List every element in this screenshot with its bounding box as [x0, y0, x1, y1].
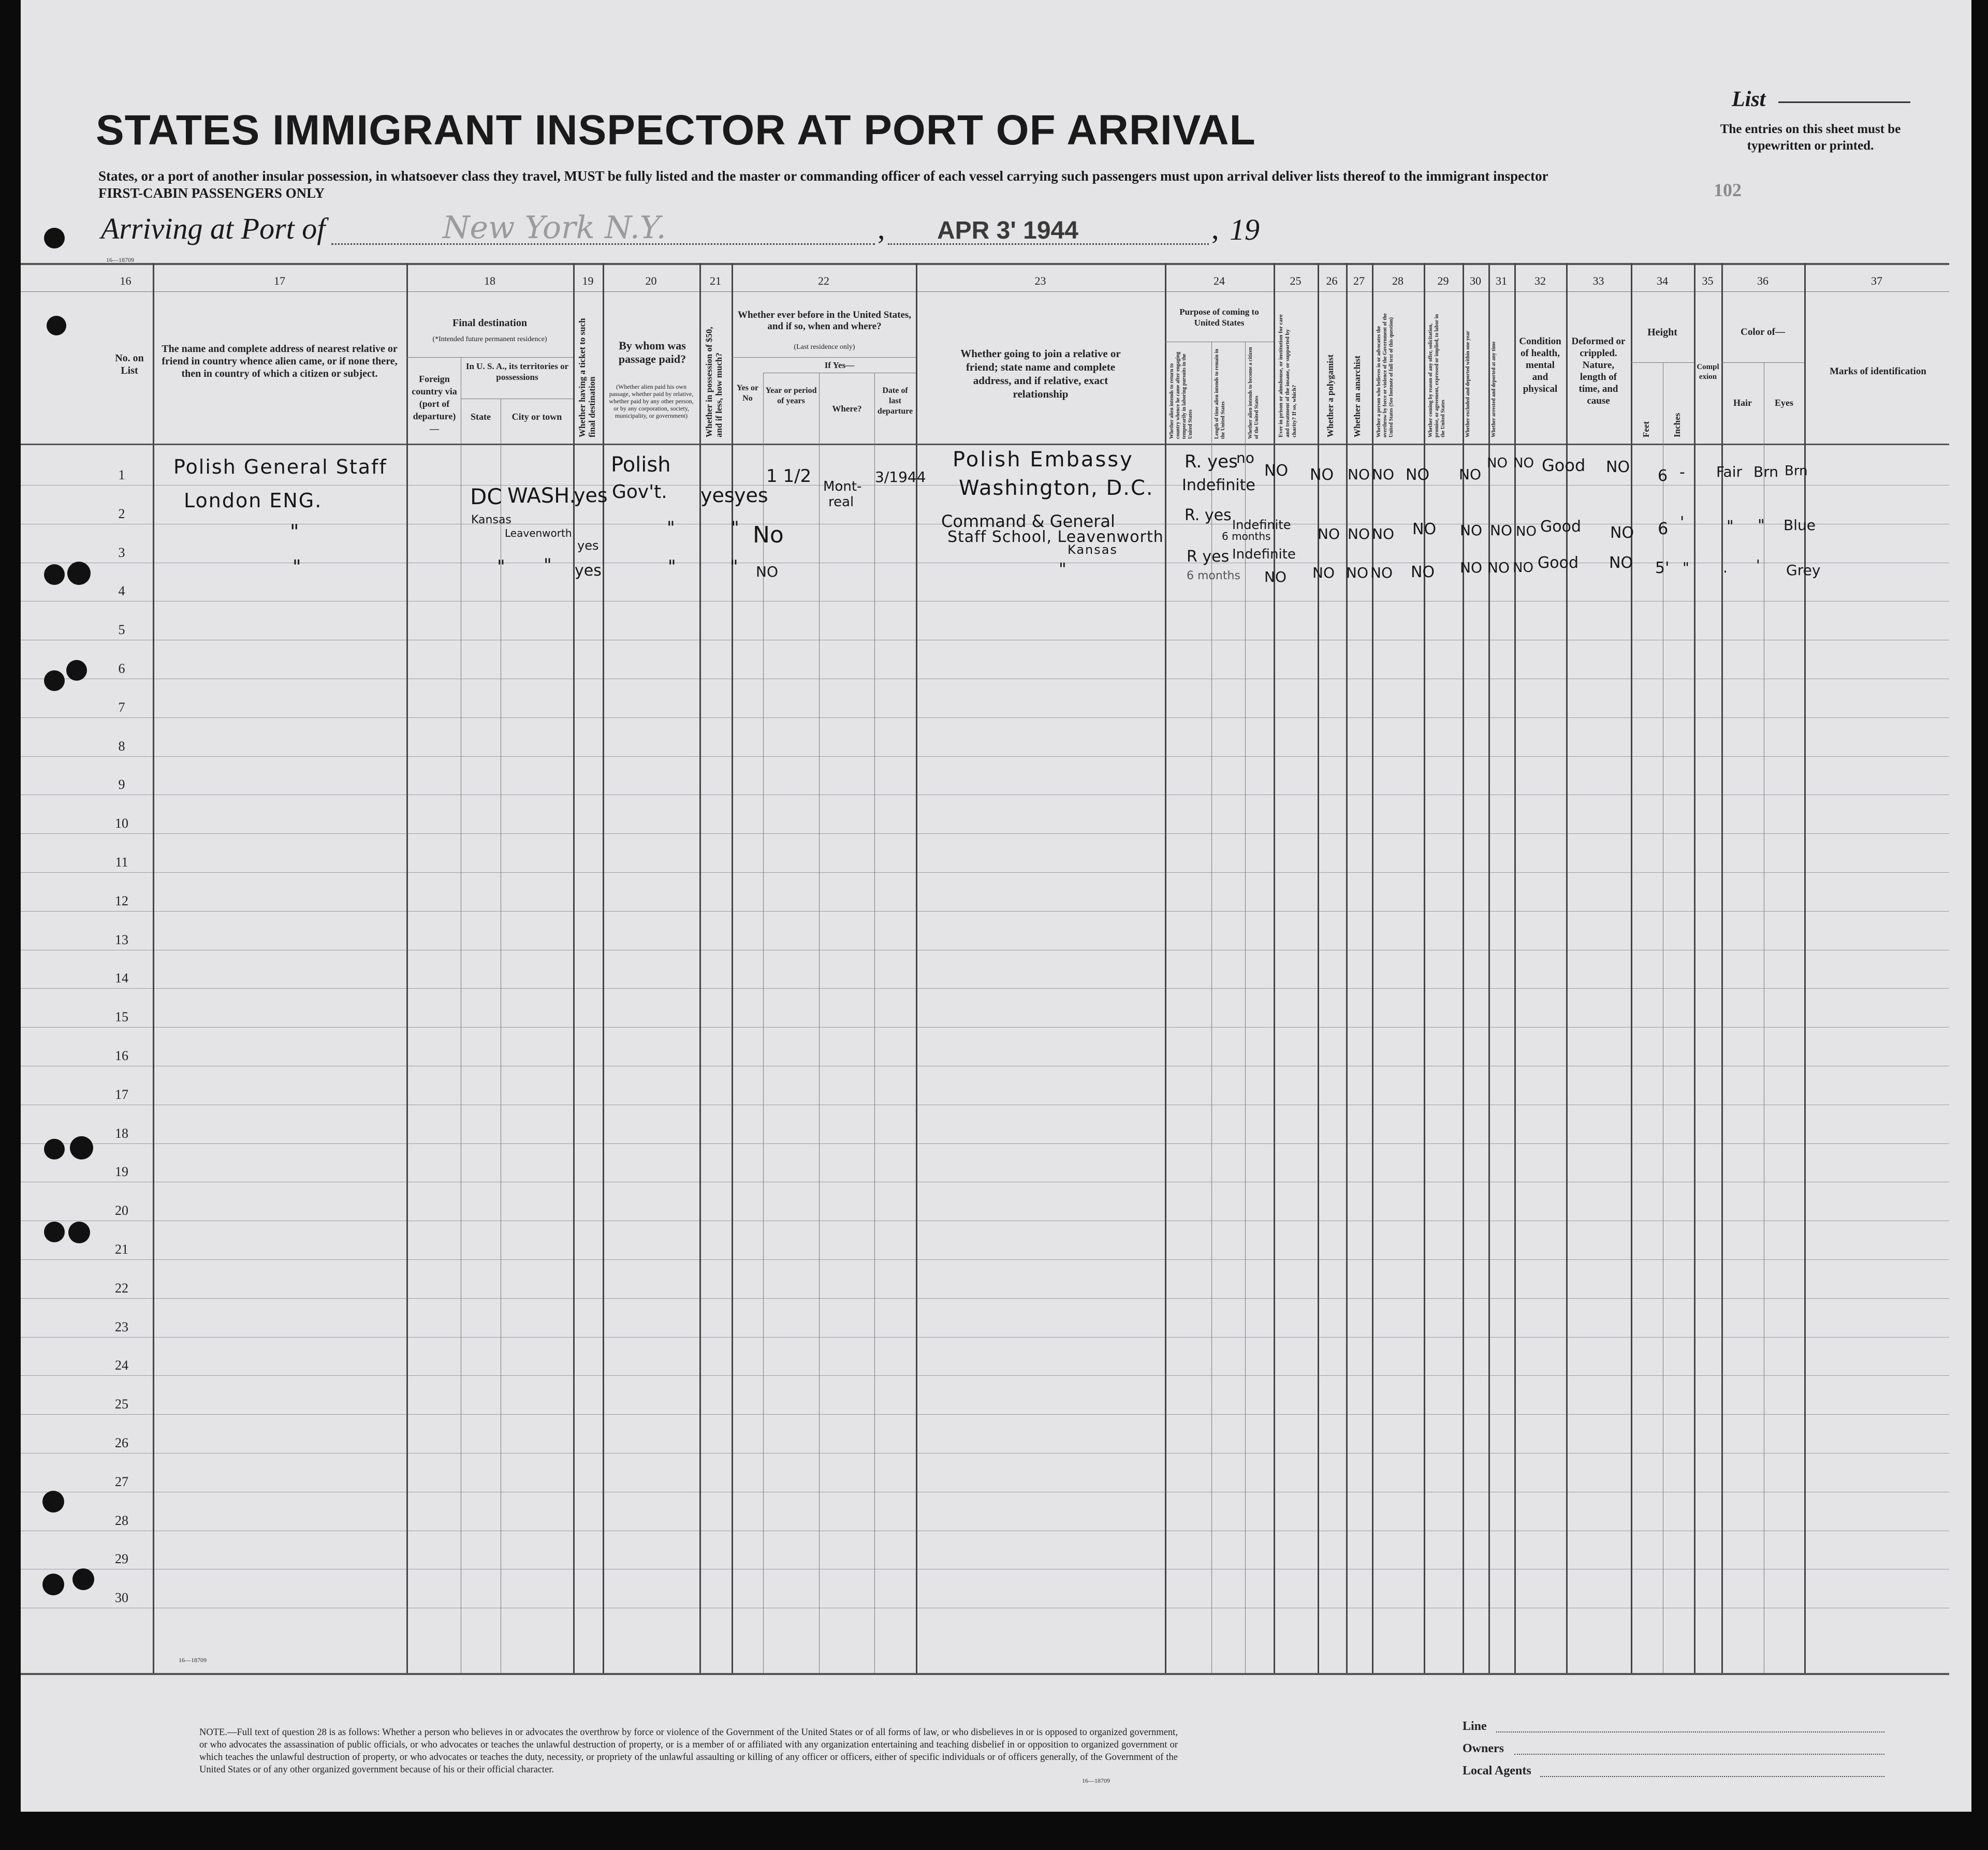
col-number: 28 [1392, 274, 1404, 287]
r2-inches: ' [1680, 513, 1685, 532]
col36-hair: Hair [1733, 398, 1752, 408]
row-line [21, 911, 1949, 912]
binder-hole [68, 1222, 90, 1243]
binder-hole [42, 1491, 64, 1513]
row-number: 7 [118, 700, 125, 715]
col34-feet: Feet [1641, 421, 1651, 437]
col-number: 33 [1592, 274, 1604, 287]
row-number: 24 [115, 1358, 128, 1373]
col20-title: By whom was passage paid? [618, 339, 686, 365]
col-number: 27 [1353, 274, 1365, 287]
r1-join-line1: Polish Embassy [953, 448, 1134, 472]
col-divider [153, 263, 154, 1673]
header-divider [21, 291, 1949, 292]
col-divider [1514, 263, 1516, 1673]
r3-c31: NO [1513, 560, 1533, 576]
r2-hair: " [1758, 517, 1765, 535]
r1-where-line1: Mont- [823, 479, 862, 494]
binder-hole [44, 564, 65, 585]
col-divider [1211, 342, 1212, 1673]
r2-fifty: " [731, 518, 739, 538]
row-number: 29 [115, 1551, 128, 1566]
row-line [21, 1375, 1949, 1376]
row-number: 6 [118, 661, 125, 676]
r3-deformed: NO [1609, 554, 1633, 572]
r3-c30: NO [1487, 559, 1510, 576]
row-number: 23 [115, 1319, 128, 1334]
subheader-line [1631, 362, 1694, 363]
r1-c25: NO [1310, 466, 1334, 484]
col34-inches: Inches [1672, 413, 1682, 437]
r3-purpose: R yes [1187, 548, 1230, 566]
r1-ticket: yes [574, 484, 608, 507]
row-number: 12 [115, 893, 128, 908]
r1-citizen: no [1236, 449, 1254, 466]
r1-where-line2: real [828, 494, 854, 510]
r2-c25: NO [1318, 525, 1340, 542]
form-title: STATES IMMIGRANT INSPECTOR AT PORT OF ARRIVAL [96, 107, 1256, 154]
year-prefix: 19 [1230, 213, 1260, 246]
row-number: 15 [115, 1009, 128, 1024]
r3-before: NO [756, 563, 778, 580]
col25-header: Ever in prison or almshouse, or institution for care and treatment of the insane, or supported by charity? If so, which? [1278, 314, 1297, 437]
r1-state: DC [470, 484, 502, 509]
r1-c26: NO [1348, 466, 1370, 483]
row-number: 11 [115, 855, 128, 870]
col24-return: Whether alien intends to return to country whence he came after engaging temporarily in laboring pursuits in the United States [1169, 351, 1193, 439]
list-label: List [1732, 87, 1766, 111]
r2-join-line3: Kansas [1068, 542, 1118, 557]
col-number: 36 [1757, 274, 1768, 287]
r2-state: Kansas [471, 513, 511, 526]
col-number: 21 [710, 274, 721, 287]
col22-date: Date of last departure [877, 386, 913, 416]
col18-title: Final destination [452, 317, 527, 329]
col-divider [699, 263, 701, 1673]
r3-length: Indefinite [1232, 547, 1296, 562]
r1-paid-line2: Gov't. [612, 481, 667, 503]
binder-hole [70, 1136, 93, 1159]
subheader-line [406, 357, 573, 358]
col-divider [406, 263, 408, 1673]
col32-header: Condition of health, mental and physical [1519, 336, 1561, 394]
col24-length: Length of time alien intends to remain in the United States [1214, 349, 1226, 439]
local-agents-signature-line [1540, 1776, 1884, 1777]
col24-title: Purpose of coming to United States [1179, 307, 1259, 328]
r2-relative: " [290, 520, 299, 543]
header-bottom-border [21, 444, 1949, 445]
col-divider [1694, 263, 1695, 1673]
col-number: 37 [1871, 274, 1882, 287]
col34-title: Height [1647, 327, 1677, 338]
row-number: 4 [118, 583, 125, 598]
col28-header: Whether a person who believes in or advocates the overthrow by force or violence of the Government of the United States (See footnote of full text of this question) [1376, 313, 1394, 437]
r1-deformed: NO [1606, 458, 1630, 476]
line-signature-line [1496, 1731, 1884, 1732]
row-number: 5 [118, 622, 125, 637]
binder-hole [47, 316, 66, 335]
col22-where: Where? [832, 404, 862, 414]
binder-hole [44, 1222, 65, 1242]
col26-header: Whether a polygamist [1325, 354, 1335, 437]
row-number: 16 [115, 1048, 128, 1063]
subheader-line [1721, 362, 1804, 363]
r1-hair: Brn [1753, 463, 1778, 480]
binder-hole [44, 1139, 65, 1159]
r1-c29: NO [1459, 466, 1481, 483]
r3-health: Good [1538, 554, 1578, 572]
col36-eyes: Eyes [1775, 398, 1793, 408]
r3-c27: NO [1370, 564, 1393, 581]
r2-health: Good [1540, 518, 1581, 536]
col37-header: Marks of identification [1830, 366, 1926, 377]
r2-c30: NO [1490, 522, 1512, 539]
r1-relative-line2: London ENG. [184, 489, 323, 512]
row-number: 13 [115, 932, 128, 947]
r1-paid-line1: Polish [611, 453, 671, 477]
row-number: 26 [115, 1435, 128, 1450]
col-number: 20 [645, 274, 657, 287]
col23-header: Whether going to join a relative or friend; state name and complete address, and if relative, exact relationship [960, 347, 1121, 400]
r2-length: Indefinite [1232, 518, 1291, 532]
col18-usa: In U. S. A., its territories or possessions [465, 361, 569, 382]
r1-purpose: R. yes [1185, 451, 1238, 472]
col17-header: The name and complete address of nearest relative or friend in country whence alien came, or if none there, then in country of which a citizen or subject. [162, 343, 398, 379]
r2-complexion: " [1727, 518, 1734, 536]
col-number: 18 [484, 274, 495, 287]
row-number: 30 [115, 1590, 128, 1605]
question-28-note: NOTE.—Full text of question 28 is as follows: Whether a person who believes in or advocates the overthrow by force or violence of the Government of the United States or of all forms of law, or who disbelieves in or is opposed to organized government, or who advocates the assassination of public officials, or who advocates or teaches the unlawful destruction of property, or is a member of or affiliated with any organization entertaining and teaching disbelief in or opposition to organized government or which teaches the unlawful destruction of property, or who advocates or teaches the duty, necessity, or propriety of the unlawful assaulting or killing of any officer or officers, either of specific individuals or of officers generally, of the Government of the United States or of any other organized government because of his or their official character. [199, 1727, 1178, 1775]
r2-eyes: Blue [1784, 517, 1816, 534]
r1-join-line2: Washington, D.C. [959, 476, 1154, 500]
r1-c28: NO [1406, 466, 1430, 484]
row-line [21, 833, 1949, 834]
binder-hole [67, 562, 91, 585]
binder-hole [44, 228, 65, 248]
r3-fifty: " [730, 556, 738, 577]
instructions-text: States, or a port of another insular possession, in whatsoever class they travel, MUST be fully listed and the master or commanding officer of each vessel carrying such passengers must upon arrival deliver lists thereof to the immigrant inspector [98, 168, 1548, 184]
port-handwritten: New York N.Y. [443, 210, 666, 246]
r3-c25: NO [1312, 564, 1335, 581]
r1-before: yes [734, 484, 768, 507]
arrival-date-stamp: APR 3' 1944 [937, 217, 1078, 244]
col-number: 19 [582, 274, 594, 287]
r2-deformed: NO [1610, 524, 1634, 542]
col-divider [819, 373, 820, 1673]
r2-purpose: R. yes [1185, 506, 1232, 524]
row-number: 25 [115, 1397, 128, 1412]
r2-ticket: yes [577, 538, 599, 553]
col-number: 16 [120, 274, 131, 287]
r3-state: " [497, 556, 505, 577]
col22-note: (Last residence only) [794, 343, 855, 351]
row-number: 22 [115, 1281, 128, 1296]
r3-feet: 5' [1655, 559, 1670, 577]
r1-feet: 6 [1658, 467, 1668, 485]
arriving-label: Arriving at Port of [101, 212, 326, 245]
r1-date: 3/1944 [875, 468, 926, 486]
r3-relative: " [293, 556, 301, 578]
r2-length-alt: 6 months [1222, 530, 1271, 542]
col16-header: No. on List [115, 353, 144, 376]
local-agents-label: Local Agents [1463, 1764, 1531, 1778]
r2-join-line2: Staff School, Leavenworth [947, 528, 1164, 546]
row-line [21, 756, 1949, 757]
r3-city: " [544, 555, 552, 576]
row-line [21, 1259, 1949, 1260]
r3-complexion: . [1723, 559, 1728, 576]
col18-note: (*Intended future permanent residence) [432, 335, 547, 343]
col20-note: (Whether alien paid his own passage, whether paid by relative, whether paid by any other person, or by any corporation, society, municipality, or government) [609, 383, 694, 419]
manifest-sheet [21, 0, 1971, 1812]
row-line [21, 1143, 1949, 1144]
form-number: 16—18709 [106, 256, 134, 263]
row-line [21, 1414, 1949, 1415]
binder-hole [44, 670, 65, 691]
owners-signature-line [1514, 1754, 1884, 1755]
row-number: 21 [115, 1242, 128, 1257]
r3-inches: " [1683, 559, 1689, 576]
row-number: 28 [115, 1513, 128, 1528]
col30-header: Whether excluded and deported within one year [1465, 331, 1471, 437]
r2-join-line1: Command & General [941, 511, 1115, 531]
row-line [21, 1298, 1949, 1299]
col-number: 35 [1702, 274, 1714, 287]
r3-c29: NO [1460, 559, 1482, 576]
r1-health: Good [1542, 456, 1586, 475]
comma-mark: , [878, 212, 885, 245]
col-divider [874, 373, 875, 1673]
r3-join: " [1059, 559, 1066, 579]
binder-hole [72, 1568, 94, 1590]
col-divider [603, 263, 604, 1673]
form-number-bottom: 16—18709 [179, 1656, 207, 1664]
col-number: 24 [1214, 274, 1225, 287]
binder-hole [42, 1574, 64, 1595]
row-number: 3 [118, 545, 125, 560]
r1-c27: NO [1372, 466, 1394, 483]
r2-c31: NO [1516, 524, 1537, 539]
col29-header: Whether coming by reason of any offer, solicitation, promise, or agreement, expressed or implied, to labor in the United States [1428, 314, 1446, 437]
r1-c24c: NO [1264, 462, 1289, 480]
row-number: 9 [118, 777, 125, 792]
row-number: 27 [115, 1474, 128, 1489]
row-number: 2 [118, 506, 125, 521]
col-number: 32 [1534, 274, 1546, 287]
row-number: 8 [118, 739, 125, 754]
r2-paid: " [667, 518, 675, 538]
col22-ifyes: If Yes— [824, 360, 855, 370]
r3-hair: ' [1756, 556, 1760, 574]
owners-label: Owners [1463, 1742, 1504, 1755]
comma-mark: , [1211, 212, 1219, 245]
col-number: 22 [818, 274, 829, 287]
r1-complexion: Fair [1716, 463, 1742, 480]
r1-fifty: yes [700, 484, 735, 507]
r2-before: No [753, 522, 784, 548]
row-number: 10 [115, 816, 128, 831]
col-number: 31 [1496, 274, 1507, 287]
col18-state: State [471, 412, 491, 422]
row-line [21, 717, 1949, 718]
col-number: 26 [1326, 274, 1338, 287]
r2-c27: NO [1372, 525, 1394, 542]
col27-header: Whether an anarchist [1352, 355, 1362, 437]
form-number-note: 16—18709 [1082, 1777, 1110, 1784]
col18-city: City or town [511, 412, 562, 422]
sheet-stamp-number: 102 [1714, 180, 1742, 200]
r1-length: Indefinite [1182, 476, 1255, 494]
r3-ticket: yes [575, 562, 602, 580]
first-cabin-label: FIRST-CABIN PASSENGERS ONLY [98, 185, 325, 201]
r1-c31: NO [1513, 456, 1534, 471]
col-number: 29 [1437, 274, 1449, 287]
r2-feet: 6 [1658, 519, 1669, 538]
row-number: 20 [115, 1203, 128, 1218]
col-divider [1165, 263, 1166, 1673]
r1-city: WASH. [507, 484, 576, 508]
r3-c26: NO [1346, 564, 1368, 581]
col-divider [1488, 263, 1490, 1673]
list-number-line [1778, 101, 1910, 103]
col-number: 23 [1034, 274, 1046, 287]
r3-c28: NO [1411, 563, 1435, 581]
col33-header: Deformed or crippled. Nature, length of time, and cause [1571, 336, 1626, 406]
r1-period: 1 1/2 [766, 466, 812, 487]
col24-citizen: Whether alien intends to become a citizen of the United States [1248, 347, 1260, 439]
col35-header: Complexion [1697, 363, 1719, 381]
r2-city: Leavenworth [505, 527, 572, 539]
binder-hole [66, 660, 87, 681]
row-number: 14 [115, 971, 128, 986]
col36-title: Color of— [1741, 327, 1785, 337]
r3-length-alt: 6 months [1187, 569, 1240, 582]
r1-inches: - [1679, 463, 1685, 481]
r3-paid: " [668, 556, 676, 577]
table-top-border [21, 263, 1949, 265]
row-line [21, 988, 1949, 989]
col19-header: Whether having a ticket to such final destination [577, 318, 597, 437]
col-number: 25 [1290, 274, 1302, 287]
typewritten-note: The entries on this sheet must be typewritten or printed. [1720, 122, 1901, 153]
row-number: 19 [115, 1164, 128, 1179]
row-number: 17 [115, 1087, 128, 1102]
col22-period: Year or period of years [765, 386, 817, 405]
col-divider [573, 263, 575, 1673]
subheader-line [732, 357, 916, 358]
col31-header: Whether arrested and deported at any time [1491, 341, 1497, 437]
col-number: 17 [274, 274, 285, 287]
row-line [21, 872, 1949, 873]
col18-foreign: Foreign country via (port of departure)— [412, 374, 457, 434]
line-label: Line [1463, 1720, 1487, 1733]
r3-c24c: NO [1264, 568, 1287, 585]
col22-title: Whether ever before in the United States, and if so, when and where? [737, 310, 912, 332]
col22-yesno: Yes or No [736, 384, 759, 403]
row-number: 18 [115, 1126, 128, 1141]
r1-c30: NO [1487, 456, 1508, 471]
col-number: 34 [1657, 274, 1668, 287]
r1-relative-line1: Polish General Staff [173, 456, 387, 478]
row-number: 1 [118, 467, 125, 482]
row-line [21, 1337, 1949, 1338]
col-divider [1631, 263, 1632, 1673]
r2-c29: NO [1460, 522, 1482, 539]
table-bottom-border [21, 1673, 1949, 1675]
col21-header: Whether in possession of $50, and if less, how much? [704, 327, 724, 437]
col-number: 30 [1470, 274, 1481, 287]
col-divider [732, 263, 733, 1673]
r2-c28: NO [1412, 520, 1437, 538]
r1-eyes: Brn [1785, 463, 1808, 479]
r3-eyes: Grey [1786, 562, 1821, 579]
r2-c26: NO [1348, 525, 1370, 542]
